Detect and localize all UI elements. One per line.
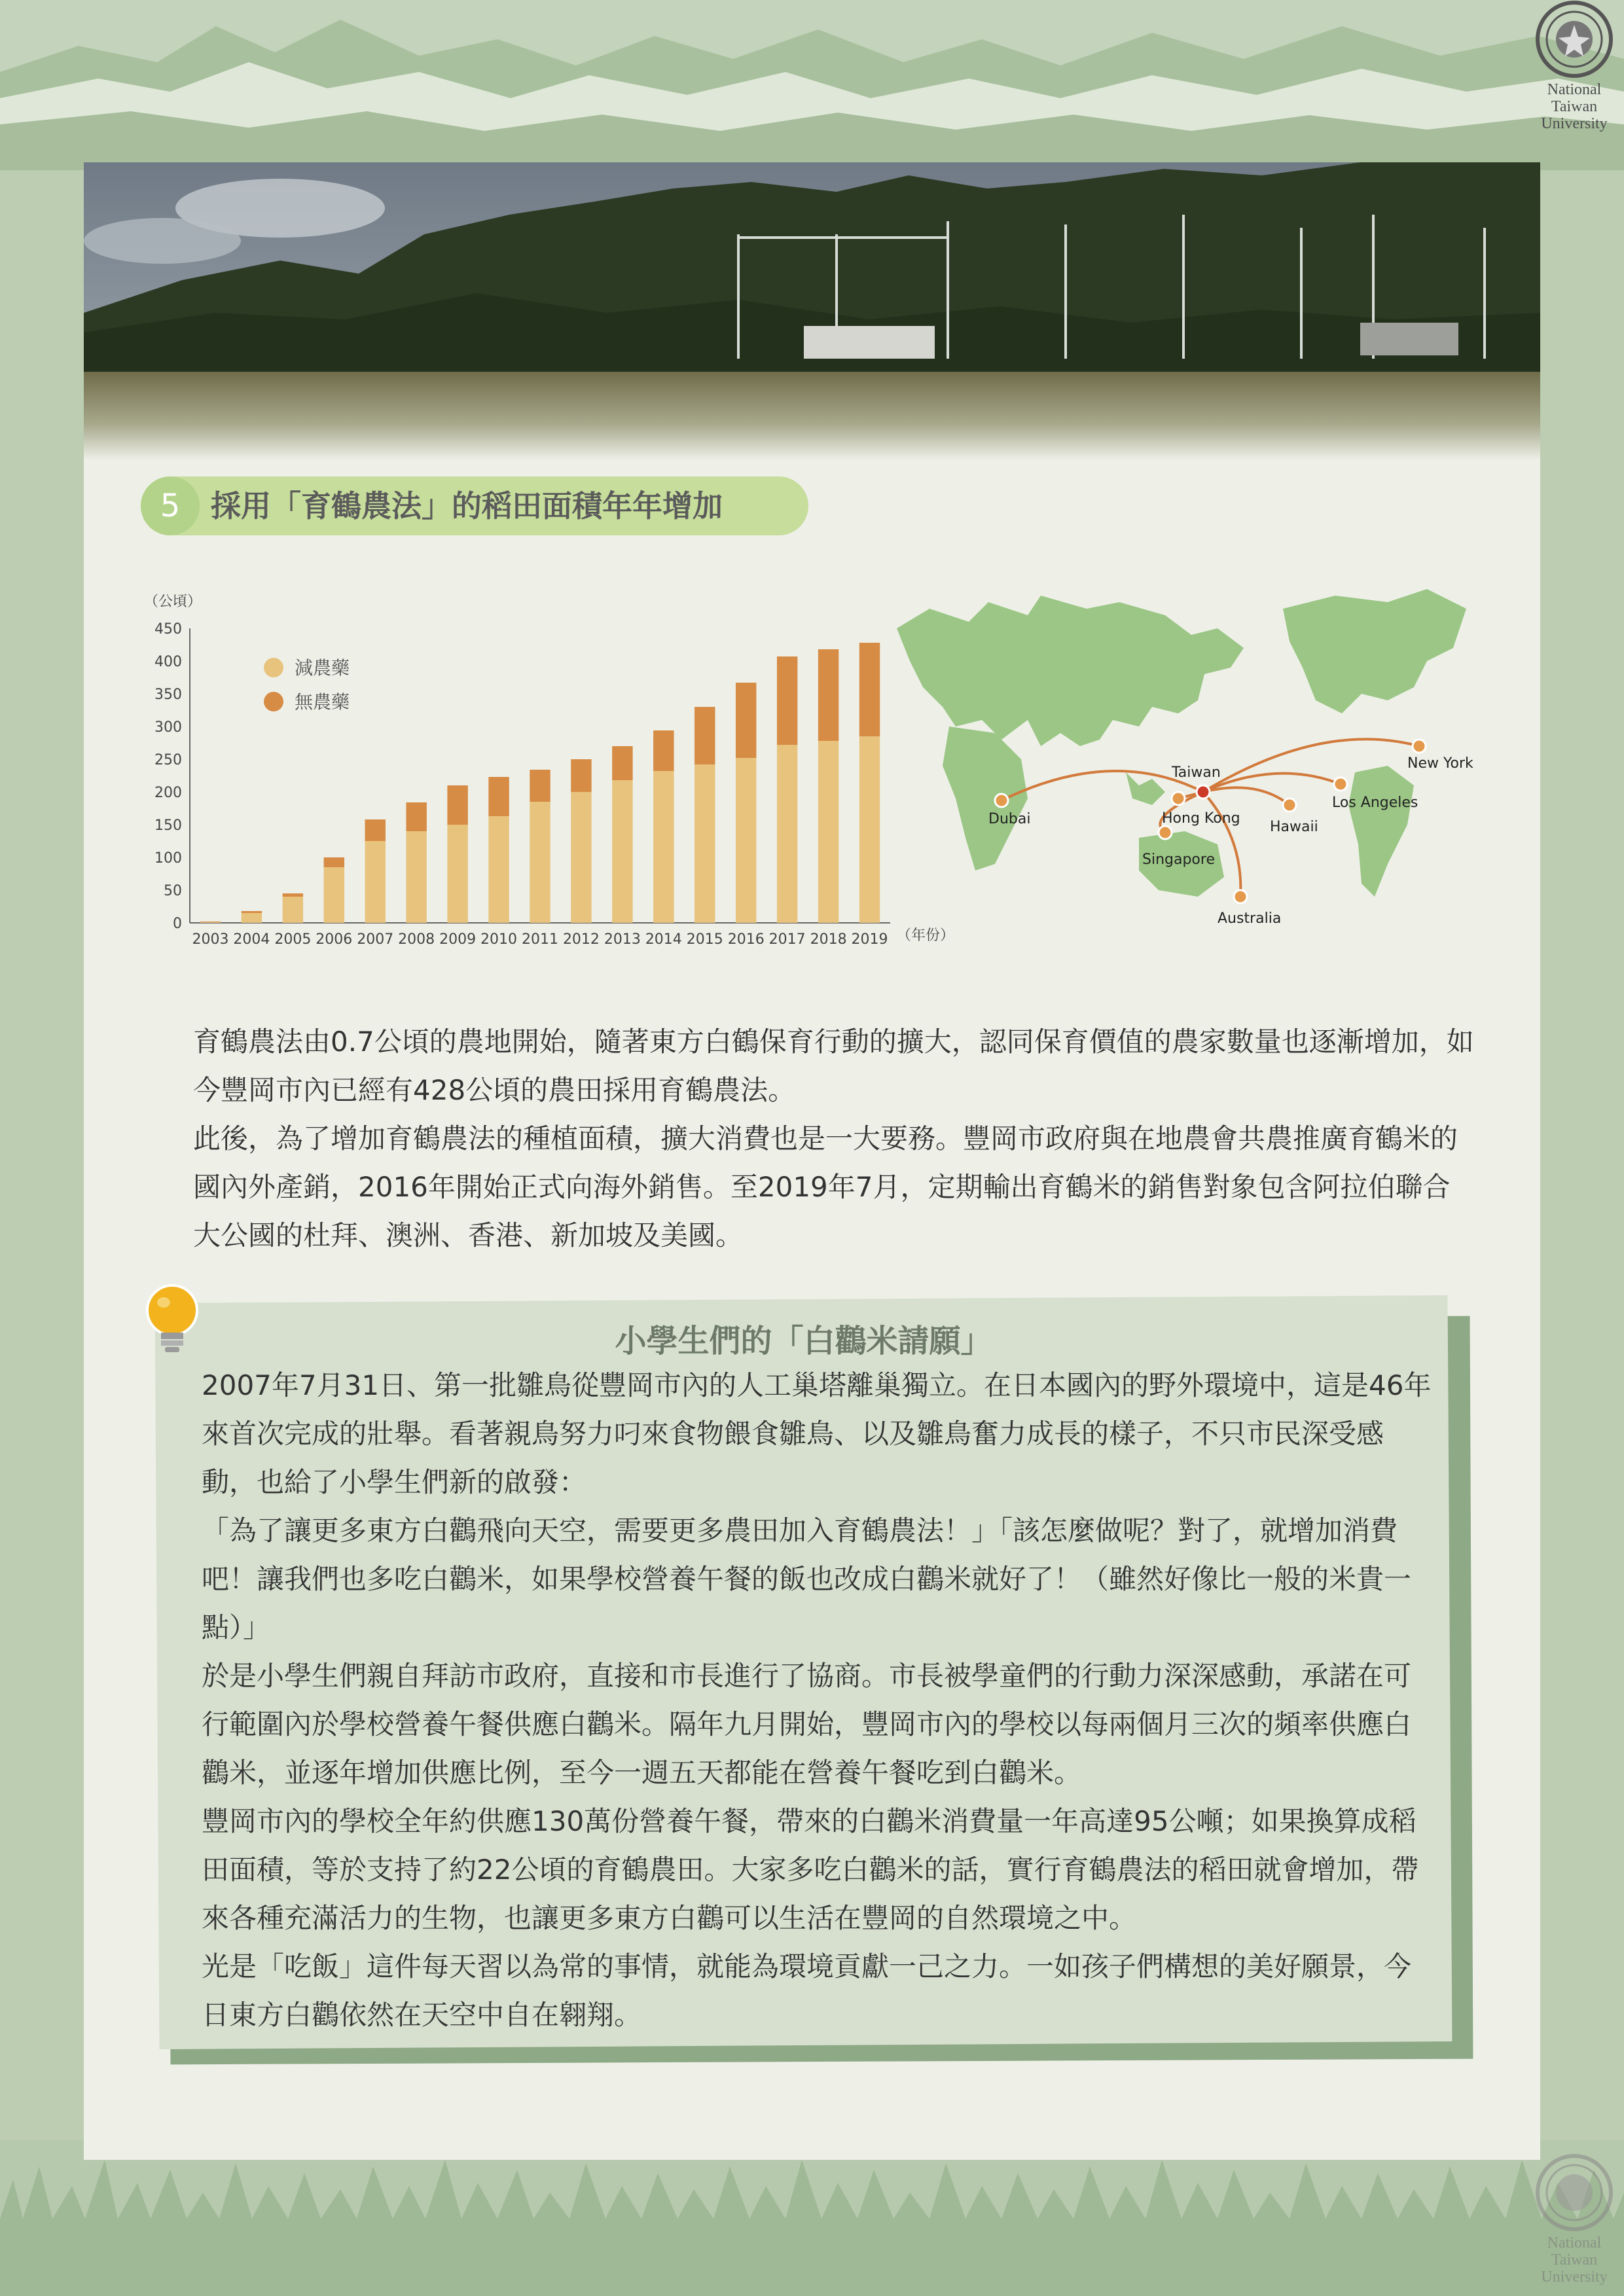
bar-2015-series-0 [695, 764, 715, 923]
logo-line-1: National [1547, 81, 1602, 98]
bar-2010-series-0 [488, 816, 509, 923]
legend-label-reduced-pesticide: 減農藥 [295, 657, 350, 679]
y-tick-label: 450 [154, 621, 182, 637]
bar-2009-series-1 [447, 785, 467, 825]
x-tick-label: 2004 [233, 931, 270, 948]
body-text [193, 1018, 1476, 1260]
bar-2008-series-1 [406, 802, 426, 831]
export-routes-map [890, 589, 1479, 956]
bar-2005-series-1 [283, 893, 303, 897]
map-label-dubai: Dubai [988, 811, 1031, 827]
x-tick-label: 2014 [645, 931, 682, 948]
marker-hong-kong [1172, 792, 1185, 805]
x-tick-label: 2008 [398, 931, 435, 948]
bar-2012-series-0 [571, 792, 591, 923]
x-tick-label: 2009 [439, 931, 477, 948]
bar-2014-series-1 [653, 730, 674, 771]
map-label-singapore: Singapore [1142, 852, 1215, 868]
paddy-area-chart [131, 583, 969, 949]
callout-paragraph-5: 光是「吃飯」這件每天習以為常的事情，就能為環境貢獻一己之力。一如孩子們構想的美好願景，今日東方白鸛依然在天空中自在翱翔。 [202, 1950, 1412, 2031]
y-tick-label: 50 [164, 883, 182, 899]
marker-dubai [995, 794, 1008, 807]
legend-swatch-reduced-pesticide [264, 658, 283, 677]
callout-paragraph-1: 2007年7月31日、第一批雛鳥從豐岡市內的人工巢塔離巢獨立。在日本國內的野外環境中，這是46年來首次完成的壯舉。看著親鳥努力叼來食物餵食雛鳥、以及雛鳥奮力成長的樣子，不只市民深受感動，也給了小學生們新的啟發： [202, 1369, 1432, 1498]
y-tick-label: 150 [154, 817, 182, 834]
bar-2006-series-1 [324, 857, 344, 867]
route-hawaii [1203, 787, 1290, 805]
bar-2013-series-0 [612, 780, 632, 923]
x-axis-unit: （年份） [897, 927, 955, 944]
bar-2018-series-0 [818, 741, 839, 923]
marker-new-york [1413, 740, 1426, 753]
y-axis-unit: （公頃） [144, 594, 202, 610]
callout-title: 小學生們的「白鸛米請願」 [615, 1323, 992, 1359]
x-tick-label: 2012 [562, 931, 600, 948]
bar-2003-series-0 [200, 922, 221, 923]
marker-australia [1234, 890, 1247, 903]
x-tick-label: 2010 [480, 931, 518, 948]
callout-paragraph-3: 於是小學生們親自拜訪市政府，直接和市長進行了協商。市長被學童們的行動力深深感動，承諾在可行範圍內於學校營養午餐供應白鸛米。隔年九月開始，豐岡市內的學校以每兩個月三次的頻率供應白鸛米，並逐年增加供應比例，至今一週五天都能在營養午餐吃到白鸛米。 [202, 1660, 1412, 1789]
body-paragraph-1: 育鶴農法由0.7公頃的農地開始，隨著東方白鶴保育行動的擴大，認同保育價值的農家數量也逐漸增加，如今豐岡市內已經有428公頃的農田採用育鶴農法。 [193, 1026, 1474, 1106]
x-tick-label: 2006 [316, 931, 353, 948]
bar-2006-series-0 [324, 867, 344, 923]
x-tick-label: 2005 [274, 931, 312, 948]
marker-taiwan [1197, 785, 1210, 798]
legend-swatch-no-pesticide [264, 692, 283, 711]
x-tick-label: 2003 [192, 931, 229, 948]
bar-2007-series-0 [365, 841, 386, 923]
callout-paragraph-4: 豐岡市內的學校全年約供應130萬份營養午餐，帶來的白鸛米消費量一年高達95公噸；如果換算成稻田面積，等於支持了約22公頃的育鶴農田。大家多吃白鸛米的話，實行育鶴農法的稻田就會增加，帶來各種充滿活力的生物，也讓更多東方白鸛可以生活在豐岡的自然環境之中。 [202, 1805, 1419, 1934]
bar-2016-series-0 [736, 758, 756, 923]
grass-background [0, 2140, 1624, 2296]
x-tick-label: 2007 [357, 931, 394, 948]
map-label-australia: Australia [1218, 910, 1282, 927]
y-tick-label: 250 [154, 752, 182, 768]
logo-line-3: University [1541, 115, 1608, 132]
university-seal-icon [1535, 0, 1614, 79]
map-label-hong-kong: Hong Kong [1162, 810, 1240, 827]
bar-2018-series-1 [818, 649, 839, 741]
y-tick-label: 0 [173, 916, 182, 932]
bar-2004-series-1 [242, 911, 262, 913]
bar-2011-series-0 [530, 802, 550, 923]
callout-body [202, 1361, 1432, 2039]
bar-2011-series-1 [530, 770, 550, 802]
bar-2005-series-0 [283, 897, 303, 923]
bar-2013-series-1 [612, 746, 632, 780]
bar-2010-series-1 [488, 777, 509, 816]
logo-line-1: National [1547, 2234, 1602, 2251]
bar-2004-series-0 [242, 913, 262, 923]
x-tick-label: 2011 [522, 931, 558, 948]
bar-2012-series-1 [571, 759, 591, 792]
university-logo-watermark [1528, 2153, 1620, 2296]
university-seal-icon [1535, 2153, 1614, 2232]
bar-2019-series-0 [859, 736, 880, 923]
x-tick-label: 2013 [604, 931, 641, 948]
y-tick-label: 100 [154, 850, 182, 867]
y-tick-label: 300 [154, 719, 182, 736]
bar-2014-series-0 [653, 771, 674, 923]
x-tick-label: 2015 [686, 931, 723, 948]
bar-2016-series-1 [736, 683, 756, 758]
world-landmass [897, 589, 1466, 897]
x-tick-label: 2018 [810, 931, 847, 948]
x-tick-label: 2019 [851, 931, 888, 948]
marker-los-angeles [1334, 778, 1347, 791]
bar-2015-series-1 [695, 707, 715, 764]
x-tick-label: 2016 [727, 931, 765, 948]
bar-2019-series-1 [859, 643, 880, 736]
legend-label-no-pesticide: 無農藥 [295, 691, 350, 713]
mountain-background [0, 0, 1624, 170]
marker-singapore [1159, 826, 1172, 839]
bar-2009-series-0 [447, 825, 467, 923]
logo-line-2: Taiwan [1551, 2251, 1598, 2269]
map-label-taiwan: Taiwan [1172, 764, 1221, 781]
logo-line-2: Taiwan [1551, 98, 1598, 115]
marker-hawaii [1283, 798, 1296, 812]
section-number: 5 [141, 476, 200, 535]
x-tick-label: 2017 [768, 931, 806, 948]
callout-paragraph-2: 「為了讓更多東方白鸛飛向天空，需要更多農田加入育鶴農法！」「該怎麼做呢？對了，就增加消費吧！讓我們也多吃白鸛米，如果學校營養午餐的飯也改成白鸛米就好了！（雖然好像比一般的米貴一點）」 [202, 1515, 1412, 1643]
y-tick-label: 200 [154, 785, 182, 801]
bar-2017-series-0 [777, 745, 797, 923]
logo-line-3: University [1541, 2269, 1608, 2286]
section-title: 採用「育鶴農法」的稻田面積年年增加 [211, 488, 723, 524]
university-logo [1528, 0, 1620, 144]
y-tick-label: 400 [154, 654, 182, 670]
bar-2017-series-1 [777, 656, 797, 745]
y-tick-label: 350 [154, 687, 182, 703]
map-label-los-angeles: Los Angeles [1332, 795, 1418, 811]
map-label-new-york: New York [1407, 755, 1473, 772]
bar-2008-series-0 [406, 831, 426, 923]
chart-legend [264, 657, 350, 713]
bar-2007-series-1 [365, 819, 386, 841]
body-paragraph-2: 此後，為了增加育鶴農法的種植面積，擴大消費也是一大要務。豐岡市政府與在地農會共農推廣育鶴米的國內外產銷，2016年開始正式向海外銷售。至2019年7月，定期輸出育鶴米的銷售對象包含阿拉伯聯合大公國的杜拜、澳洲、香港、新加坡及美國。 [193, 1122, 1458, 1251]
landscape-photo [84, 162, 1540, 460]
map-label-hawaii: Hawaii [1270, 819, 1318, 835]
